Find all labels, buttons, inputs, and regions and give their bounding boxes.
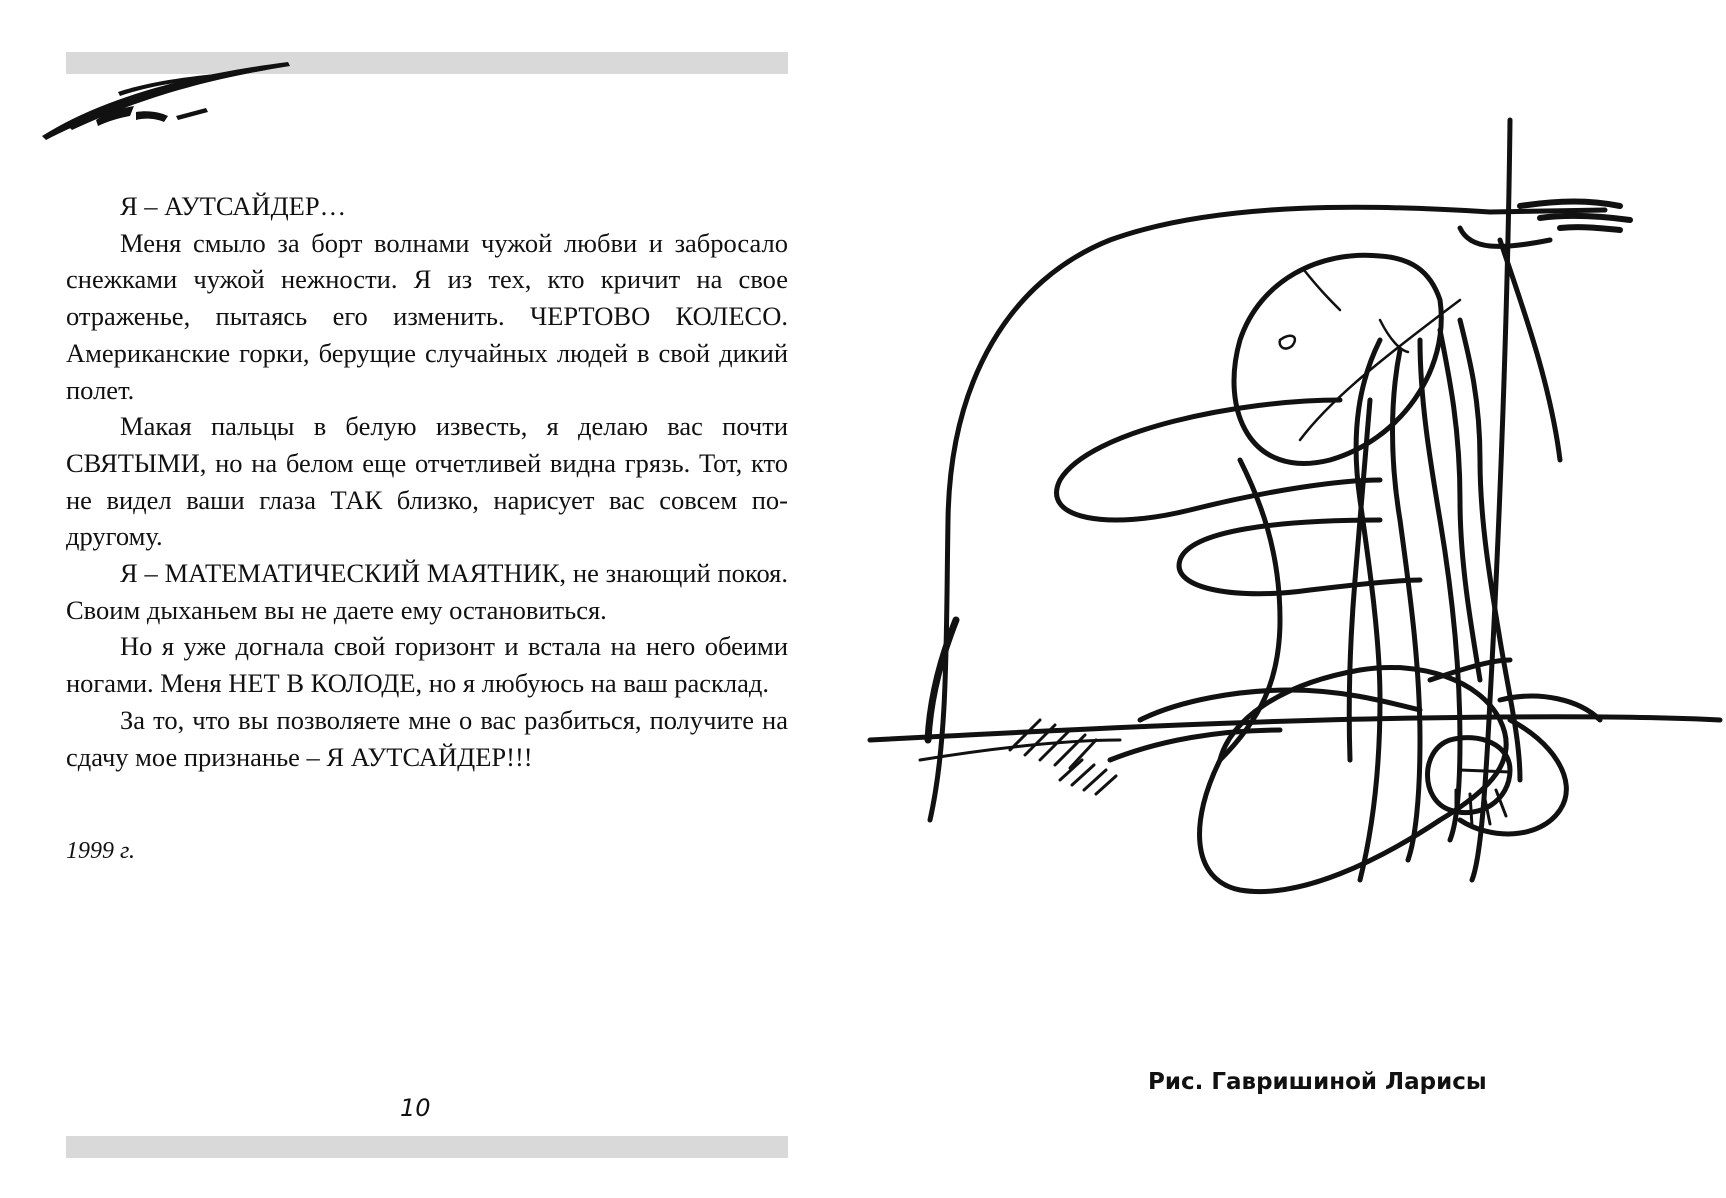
brush-stroke-ornament [38, 56, 298, 146]
text-paragraph: За то, что вы позволяете мне о вас разбиться, получите на сдачу мое признанье – Я АУТСАЙДЕР!!! [66, 704, 788, 772]
text-paragraph: Меня смыло за борт волнами чужой любви и забросало снежками чужой нежности. Я из тех, кто кричит на свое отраженье, пытаясь его изменить. ЧЕРТОВО КОЛЕСО. Американские горки, берущие случайных людей в свой дикий полет. [66, 227, 788, 405]
main-text [66, 188, 788, 775]
text-paragraph: Я – МАТЕМАТИЧЕСКИЙ МАЯТНИК, не знающий покоя. Своим дыханьем вы не даете ему остановиться. [66, 558, 788, 625]
right-page [860, 0, 1726, 1198]
illustration-caption: Рис. Гавришиной Ларисы [1148, 1069, 1487, 1095]
date-note: 1999 г. [66, 838, 136, 864]
text-paragraph: Я – АУТСАЙДЕР… [120, 191, 347, 221]
left-page [0, 0, 860, 1198]
text-paragraph: Макая пальцы в белую известь, я делаю вас почти СВЯТЫМИ, но на белом еще отчетливей видна грязь. Тот, кто не видел ваши глаза ТАК близко, нарисует вас совсем по-другому. [66, 411, 788, 552]
text-paragraph: Но я уже догнала свой горизонт и встала на него обеими ногами. Меня НЕТ В КОЛОДЕ, но я любуюсь на ваш расклад. [66, 631, 788, 699]
bottom-decorative-bar [66, 1136, 788, 1158]
ink-sketch-illustration [860, 100, 1726, 980]
page-number: 10 [400, 1094, 431, 1122]
